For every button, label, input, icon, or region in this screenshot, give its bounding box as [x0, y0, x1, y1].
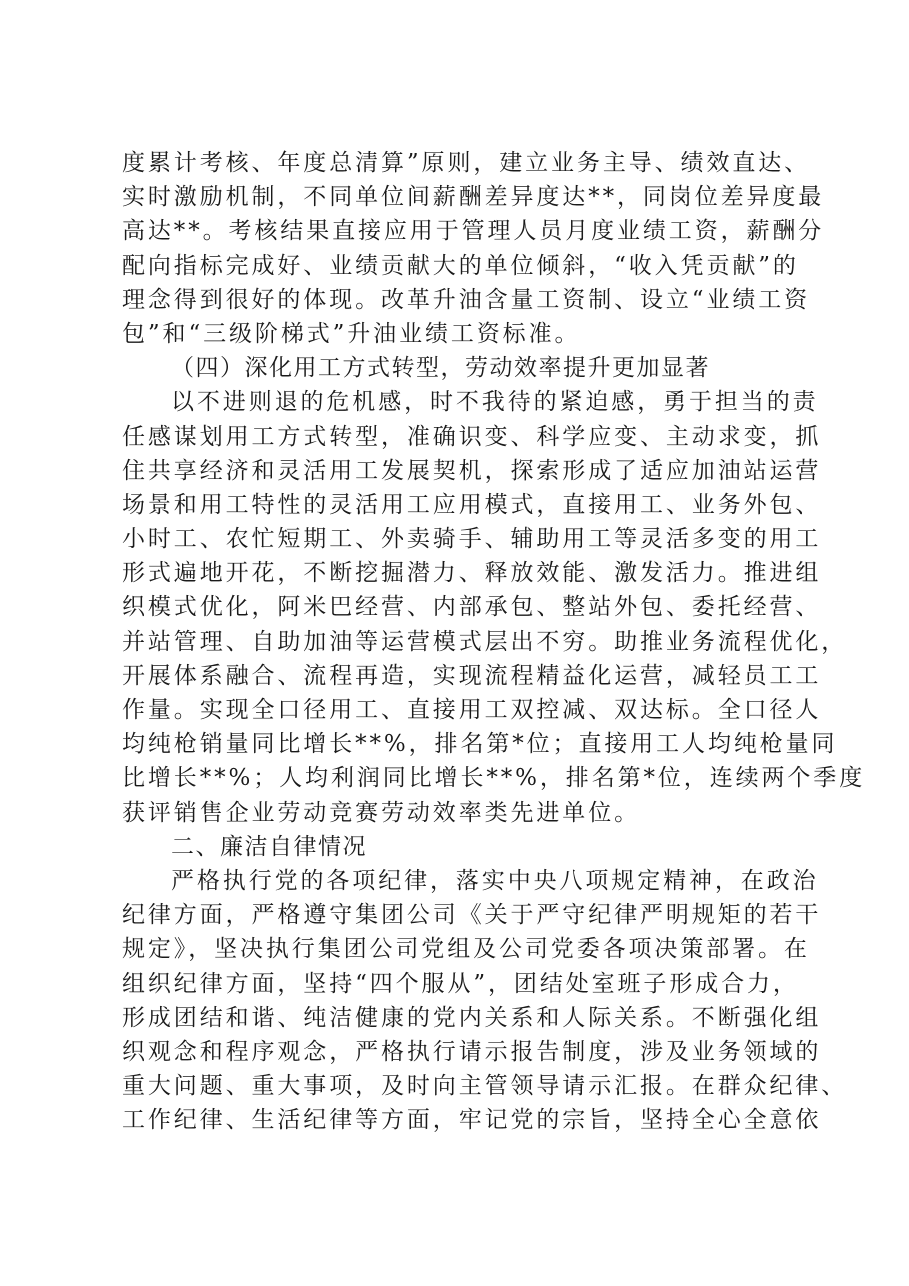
text-line: 工作纪律、生活纪律等方面，牢记党的宗旨，坚持全心全意依 — [122, 1107, 822, 1134]
text-line: 织模式优化，阿米巴经营、内部承包、整站外包、委托经营、 — [122, 594, 822, 621]
document-body — [122, 146, 866, 1137]
text-line: 形成团结和谐、纯洁健康的党内关系和人际关系。不断强化组 — [122, 1004, 822, 1031]
section-heading-2: 二、廉洁自律情况 — [171, 833, 367, 860]
text-line: 形式遍地开花，不断挖掘潜力、释放效能、激发活力。推进组 — [122, 560, 822, 587]
text-line: 实时激励机制，不同单位间薪酬差异度达**，同岗位差异度最 — [122, 184, 825, 211]
text-line: 纪律方面，严格遵守集团公司《关于严守纪律严明规矩的若干 — [122, 902, 822, 929]
text-line: 理念得到很好的体现。改革升油含量工资制、设立“业绩工资 — [122, 286, 811, 313]
text-line: 比增长**%；人均利润同比增长**%，排名第*位，连续两个季度 — [122, 765, 866, 792]
text-line: 开展体系融合、流程再造，实现流程精益化运营，减轻员工工 — [122, 662, 822, 689]
text-line: 高达**。考核结果直接应用于管理人员月度业绩工资，薪酬分 — [122, 218, 825, 245]
text-line: 均纯枪销量同比增长**%，排名第*位；直接用工人均纯枪量同 — [122, 731, 838, 758]
paragraph-first-line: 以不进则退的危机感，时不我待的紧迫感，勇于担当的责 — [171, 389, 819, 416]
text-line: 度累计考核、年度总清算”原则，建立业务主导、绩效直达、 — [122, 150, 811, 176]
text-line: 任感谋划用工方式转型，准确识变、科学应变、主动求变，抓 — [122, 423, 822, 450]
text-line: 织观念和程序观念，严格执行请示报告制度，涉及业务领域的 — [122, 1038, 822, 1065]
text-line: 作量。实现全口径用工、直接用工双控减、双达标。全口径人 — [122, 697, 822, 723]
text-line: 住共享经济和灵活用工发展契机，探索形成了适应加油站运营 — [122, 457, 822, 484]
text-line: 重大问题、重大事项，及时向主管领导请示汇报。在群众纪律、 — [122, 1073, 848, 1100]
text-line: 获评销售企业劳动竞赛劳动效率类先进单位。 — [122, 799, 640, 826]
text-line: 组织纪律方面，坚持“四个服从”，团结处室班子形成合力， — [122, 970, 799, 997]
text-line: 配向指标完成好、业绩贡献大的单位倾斜，“收入凭贡献”的 — [122, 252, 799, 279]
section-heading-4: （四）深化用工方式转型，劳动效率提升更加显著 — [171, 355, 710, 382]
text-line: 规定》，坚决执行集团公司党组及公司党委各项决策部署。在 — [122, 936, 810, 963]
text-line: 场景和用工特性的灵活用工应用模式，直接用工、业务外包、 — [122, 491, 822, 518]
paragraph-first-line: 严格执行党的各项纪律，落实中央八项规定精神，在政治 — [171, 867, 819, 894]
text-line: 小时工、农忙短期工、外卖骑手、辅助用工等灵活多变的用工 — [122, 526, 822, 553]
text-line: 包”和“三级阶梯式”升油业绩工资标准。 — [122, 320, 581, 347]
text-line: 并站管理、自助加油等运营模式层出不穷。助推业务流程优化， — [122, 628, 848, 655]
